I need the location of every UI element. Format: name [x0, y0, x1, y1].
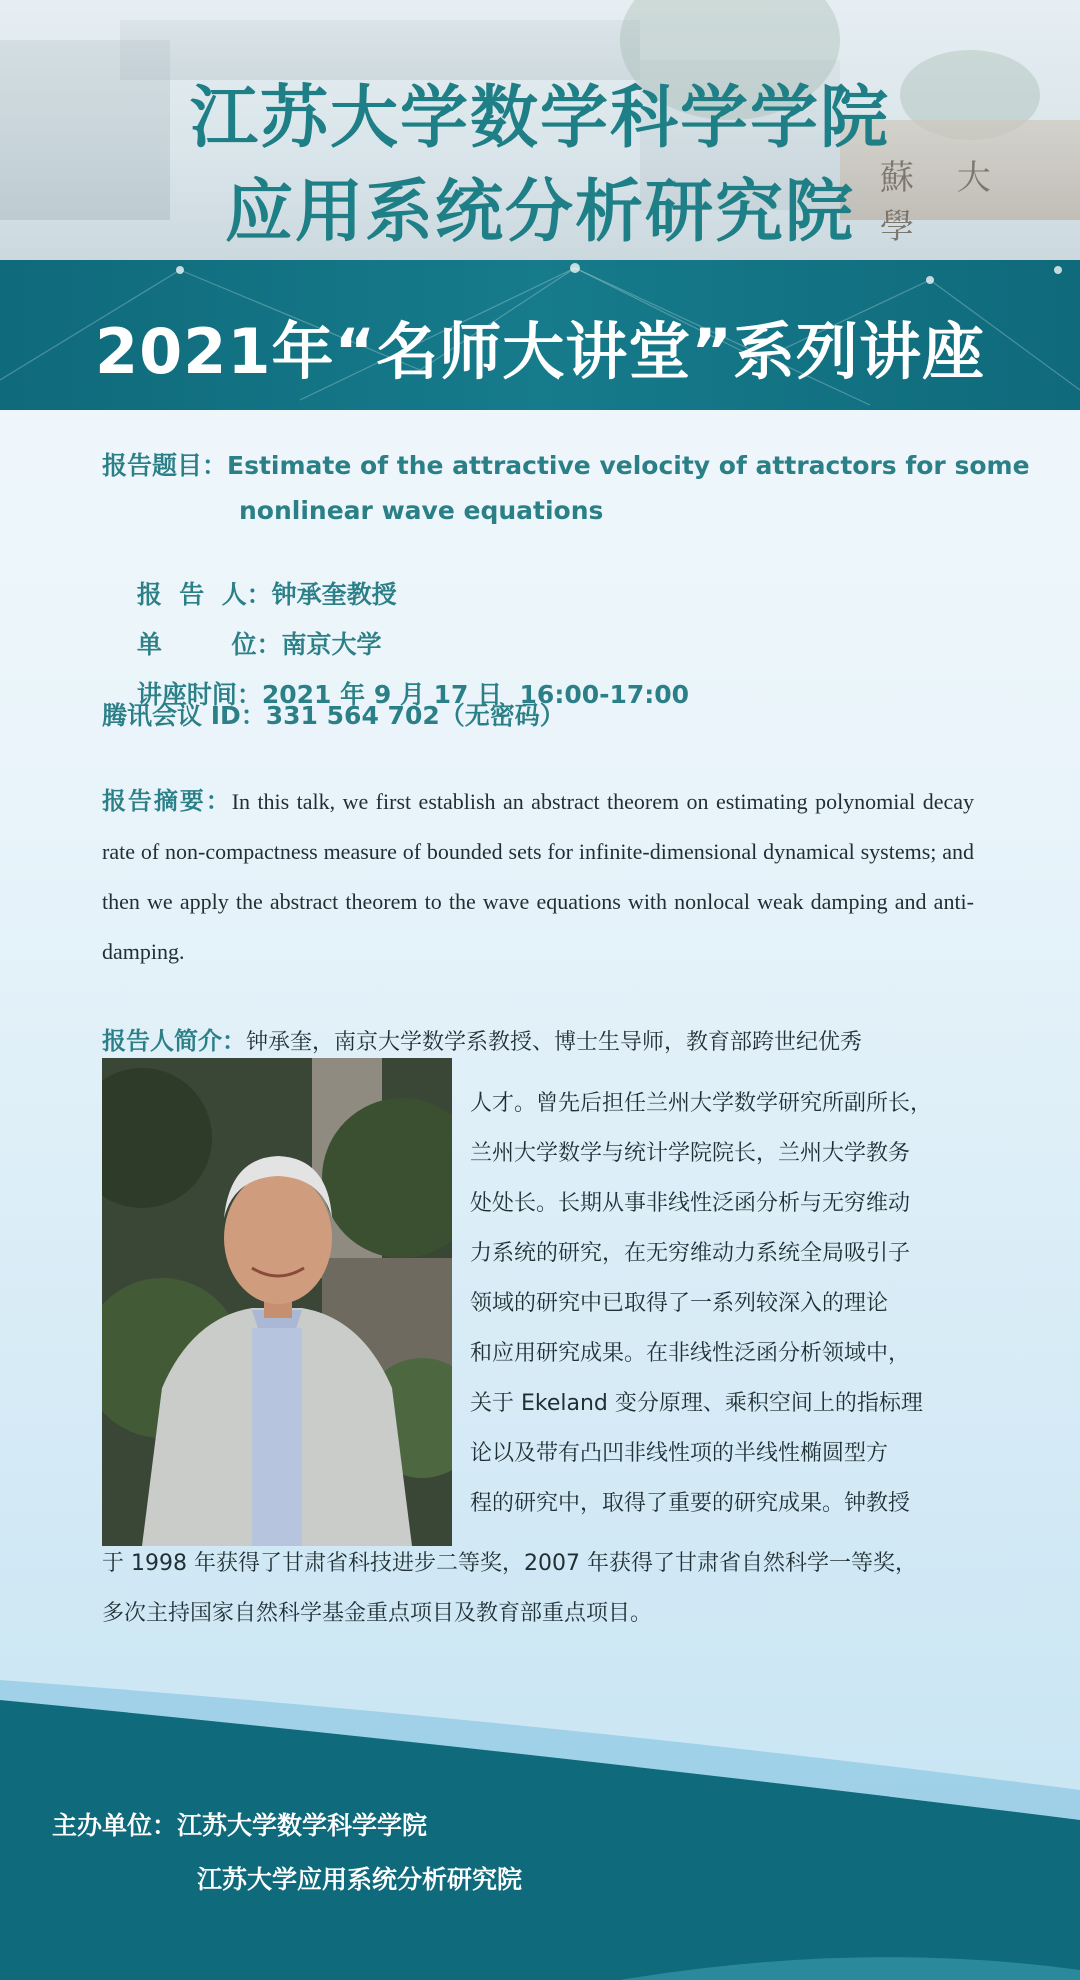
host-org1: 江苏大学数学科学学院 — [177, 1811, 428, 1840]
speaker-photo — [102, 1058, 452, 1546]
abstract-text: In this talk, we first establish an abstract theorem on estimating polynomial decay rate of non-compactness measure of bounded sets for infinite-dimensional dynamical systems; and then we apply the abstract theorem to the wave equations with nonlocal weak damping and anti-damping. — [102, 789, 975, 964]
bio-label: 报告人简介： — [102, 1027, 246, 1055]
bio-line: 关于 Ekeland 变分原理、乘积空间上的指标理 — [470, 1391, 923, 1416]
bio-line: 论以及带有凸凹非线性项的半线性椭圆型方 — [470, 1441, 889, 1466]
abstract-label: 报告摘要： — [102, 787, 232, 815]
speaker-name: 钟承奎教授 — [271, 580, 397, 609]
time-value: 2021 年 9 月 17 日 16:00-17:00 — [261, 680, 690, 709]
stone-sign-text: 蘇 大 學 — [880, 158, 1007, 247]
header-photo — [0, 0, 1080, 262]
host-row — [52, 1806, 427, 1842]
bio-line: 和应用研究成果。在非线性泛函分析领域中， — [470, 1341, 911, 1366]
host-org2: 江苏大学应用系统分析研究院 — [197, 1865, 523, 1894]
bio-line: 领域的研究中已取得了一系列较深入的理论 — [470, 1291, 889, 1316]
footer-band — [0, 1640, 1080, 1980]
topic-label: 报告题目： — [102, 451, 228, 480]
institute-title: 应用系统分析研究院 — [224, 173, 855, 252]
speaker-portrait — [102, 1058, 452, 1546]
series-banner — [0, 260, 1080, 410]
host-label: 主办单位： — [52, 1811, 178, 1840]
bio-line: 多次主持国家自然科学基金重点项目及教育部重点项目。 — [102, 1601, 653, 1626]
meeting-label: 腾讯会议 ID： — [102, 701, 266, 730]
topic-line1: Estimate of the attractive velocity of attractors for some — [227, 451, 1030, 480]
time-label: 讲座时间： — [136, 680, 262, 709]
meeting-row — [102, 696, 565, 732]
meeting-id: 331 564 702（无密码） — [265, 701, 565, 730]
series-title: 2021年“名师大讲堂”系列讲座 — [94, 315, 986, 388]
college-title: 江苏大学数学科学学院 — [189, 79, 890, 158]
unit-label: 单 位： — [136, 630, 282, 659]
bio-line: 钟承奎，南京大学数学系教授、博士生导师，教育部跨世纪优秀 — [246, 1030, 863, 1055]
unit-value: 南京大学 — [281, 630, 382, 659]
bio-line: 兰州大学数学与统计学院院长，兰州大学教务 — [470, 1141, 911, 1166]
bio-line: 处处长。长期从事非线性泛函分析与无穷维动 — [470, 1191, 911, 1216]
bio-line: 人才。曾先后担任兰州大学数学研究所副所长， — [470, 1091, 933, 1116]
bio-line: 力系统的研究，在无穷维动力系统全局吸引子 — [470, 1241, 911, 1266]
bio-line: 于 1998 年获得了甘肃省科技进步二等奖，2007 年获得了甘肃省自然科学一等奖， — [102, 1551, 917, 1576]
speaker-label: 报 告 人： — [136, 580, 272, 609]
topic-line2: nonlinear wave equations — [239, 496, 604, 525]
abstract — [102, 776, 974, 977]
bio-line: 程的研究中，取得了重要的研究成果。钟教授 — [470, 1491, 911, 1516]
topic-row — [102, 446, 1030, 482]
